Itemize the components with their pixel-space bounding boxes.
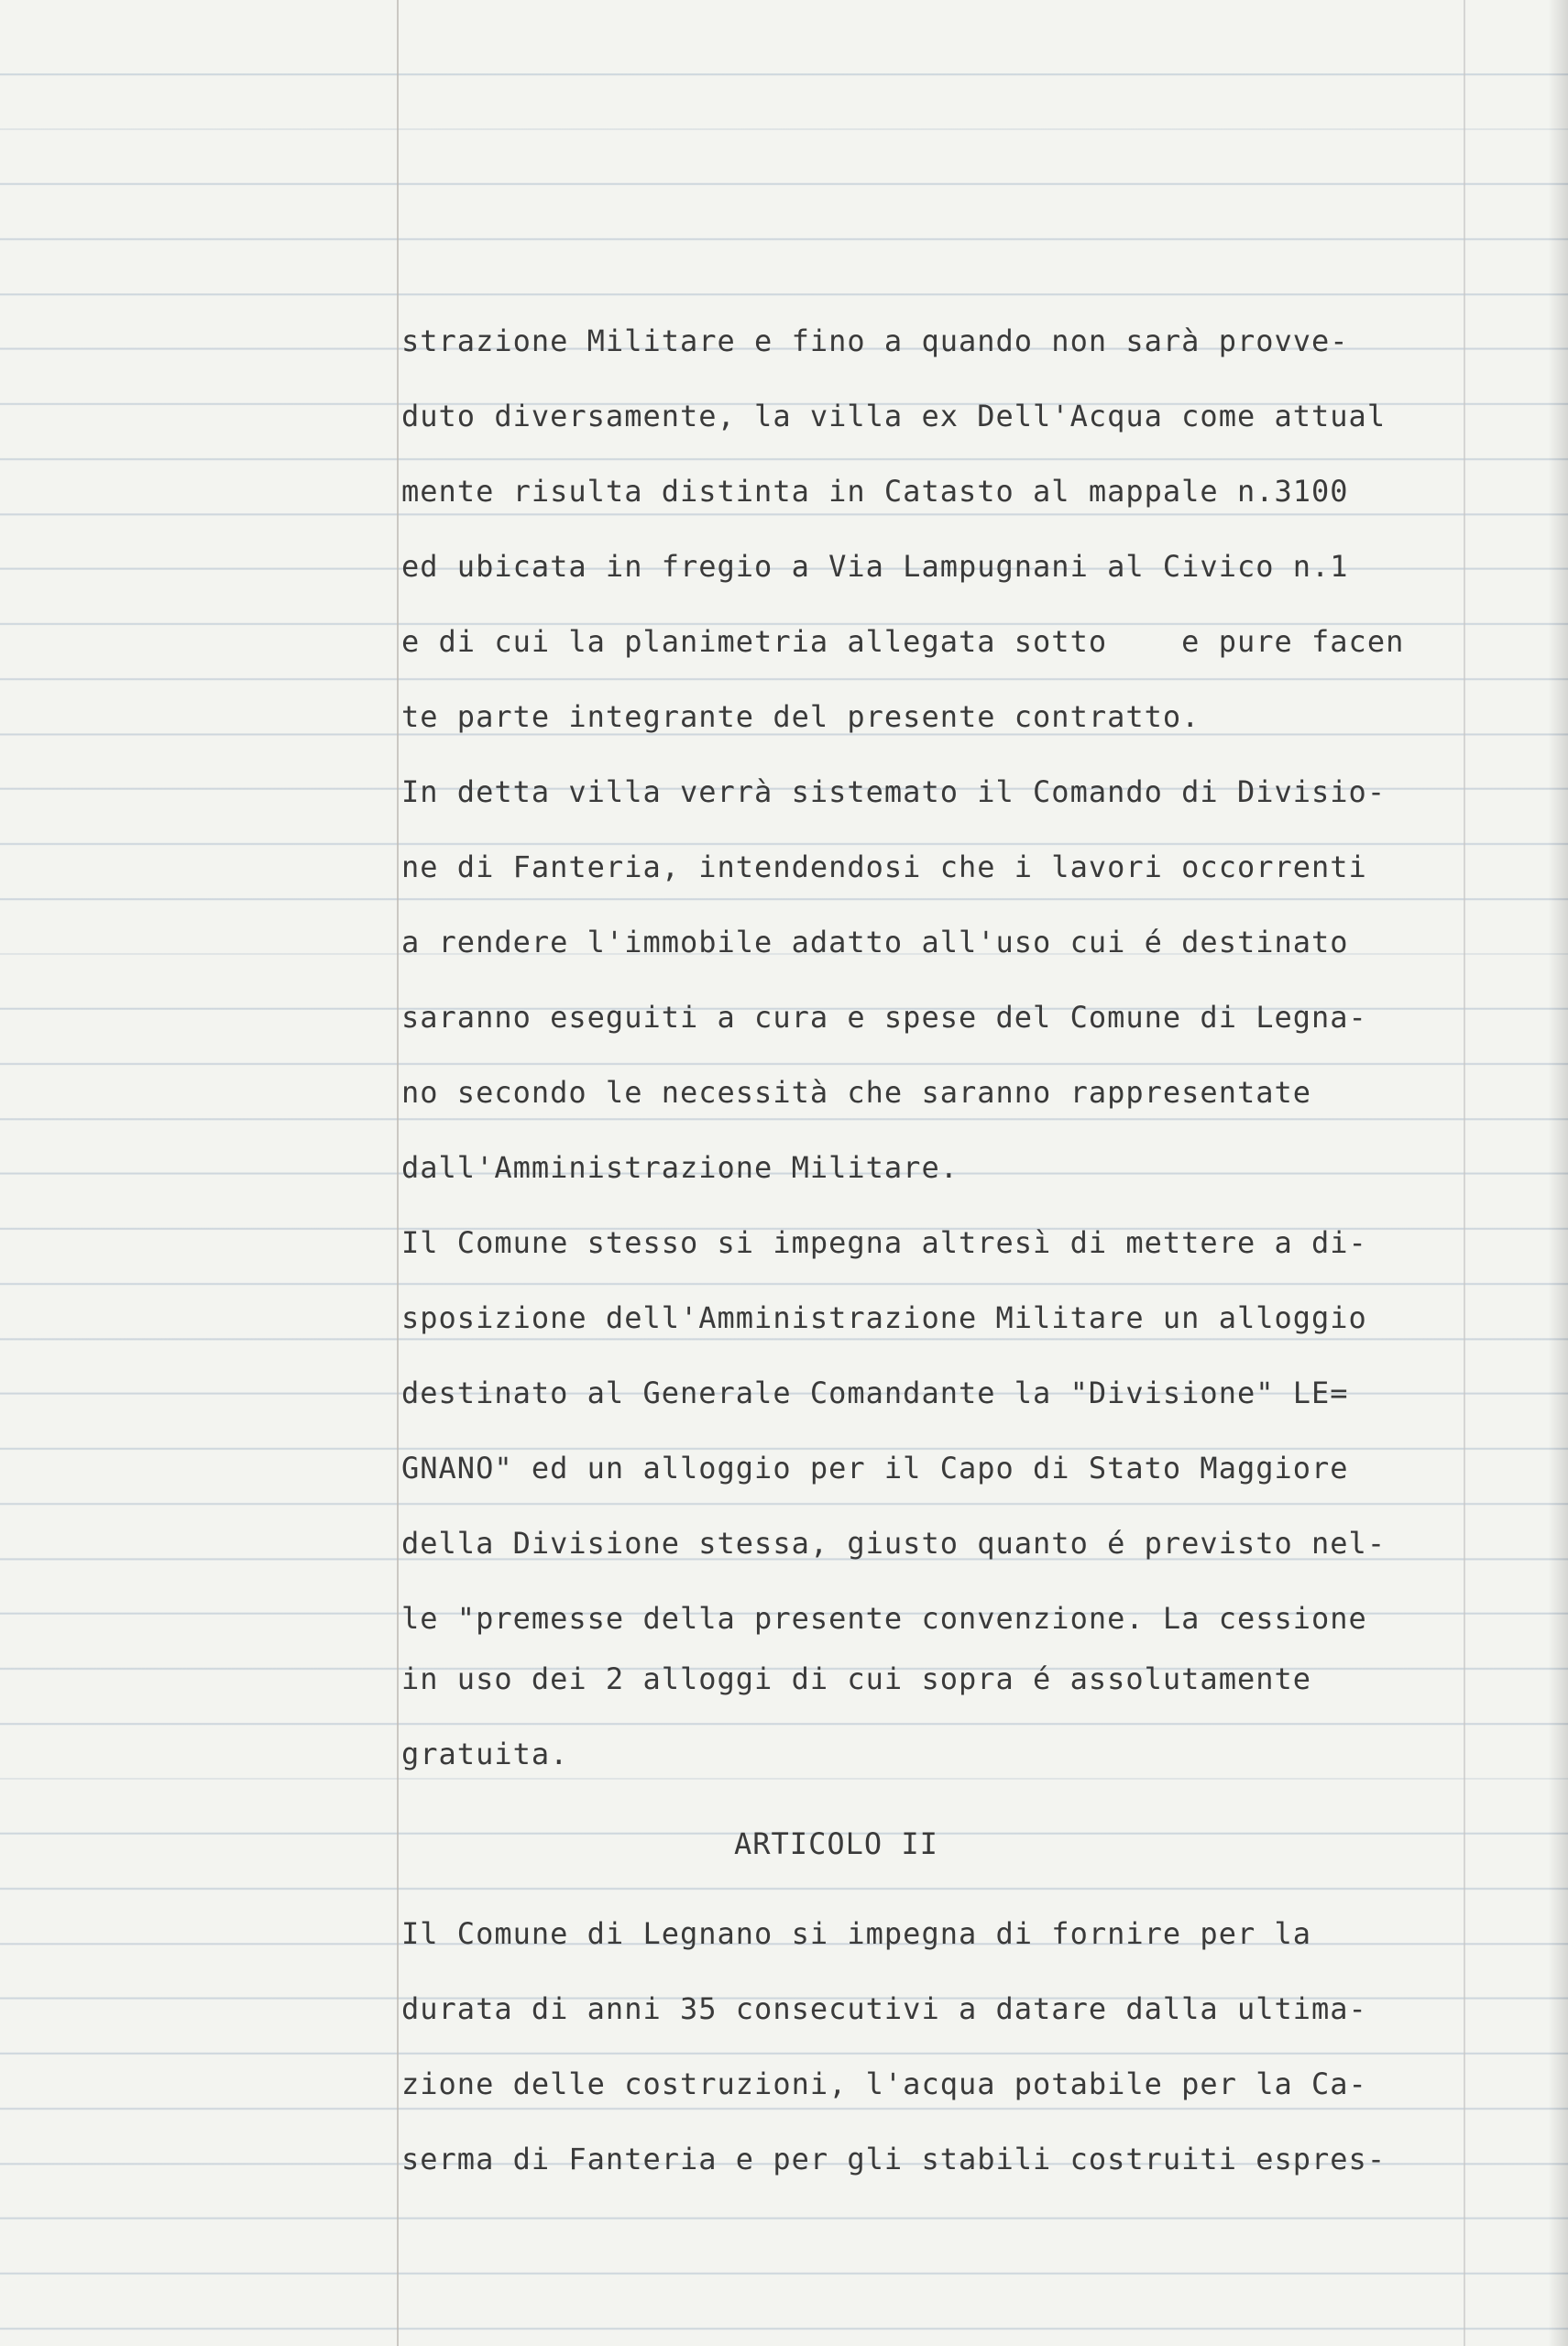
text-line: durata di anni 35 consecutivi a datare dalla ultima- [401, 1991, 1367, 2026]
text-line: Il Comune di Legnano si impegna di fornire per la [401, 1916, 1312, 1951]
text-line: della Divisione stessa, giusto quanto é previsto nel- [401, 1526, 1387, 1561]
text-line: mente risulta distinta in Catasto al mappale n.3100 [401, 474, 1349, 509]
page-edge-shadow [1548, 0, 1568, 2346]
text-line: serma di Fanteria e per gli stabili costruiti espres- [401, 2142, 1387, 2176]
right-margin-rule [1464, 0, 1465, 2346]
text-line: strazione Militare e fino a quando non sarà provve- [401, 323, 1349, 358]
text-line: zione delle costruzioni, l'acqua potabile per la Ca- [401, 2066, 1367, 2101]
text-line: sposizione dell'Amministrazione Militare un alloggio [401, 1300, 1367, 1335]
text-line: dall'Amministrazione Militare. [401, 1150, 959, 1185]
article-heading: ARTICOLO II [734, 1826, 938, 1861]
text-line: te parte integrante del presente contratto. [401, 699, 1201, 734]
text-line: saranno eseguiti a cura e spese del Comune di Legna- [401, 1000, 1367, 1035]
text-line: GNANO" ed un alloggio per il Capo di Stato Maggiore [401, 1451, 1349, 1485]
text-line: in uso dei 2 alloggi di cui sopra é assolutamente [401, 1661, 1312, 1696]
text-line: le "premesse della presente convenzione. La cessione [401, 1601, 1367, 1636]
text-line: e di cui la planimetria allegata sotto e pure facen [401, 624, 1405, 659]
text-line: In detta villa verrà sistemato il Comando di Divisio- [401, 774, 1387, 809]
text-line: ne di Fanteria, intendendosi che i lavori occorrenti [401, 850, 1367, 884]
text-line: duto diversamente, la villa ex Dell'Acqua come attual [401, 399, 1387, 433]
text-line: gratuita. [401, 1737, 569, 1771]
left-margin-rule [397, 0, 399, 2346]
text-line: a rendere l'immobile adatto all'uso cui é destinato [401, 925, 1349, 959]
text-line: ed ubicata in fregio a Via Lampugnani al Civico n.1 [401, 549, 1349, 584]
text-line: destinato al Generale Comandante la "Divisione" LE= [401, 1376, 1349, 1410]
text-line: no secondo le necessità che saranno rappresentate [401, 1075, 1312, 1110]
text-line: Il Comune stesso si impegna altresì di mettere a di- [401, 1225, 1367, 1260]
